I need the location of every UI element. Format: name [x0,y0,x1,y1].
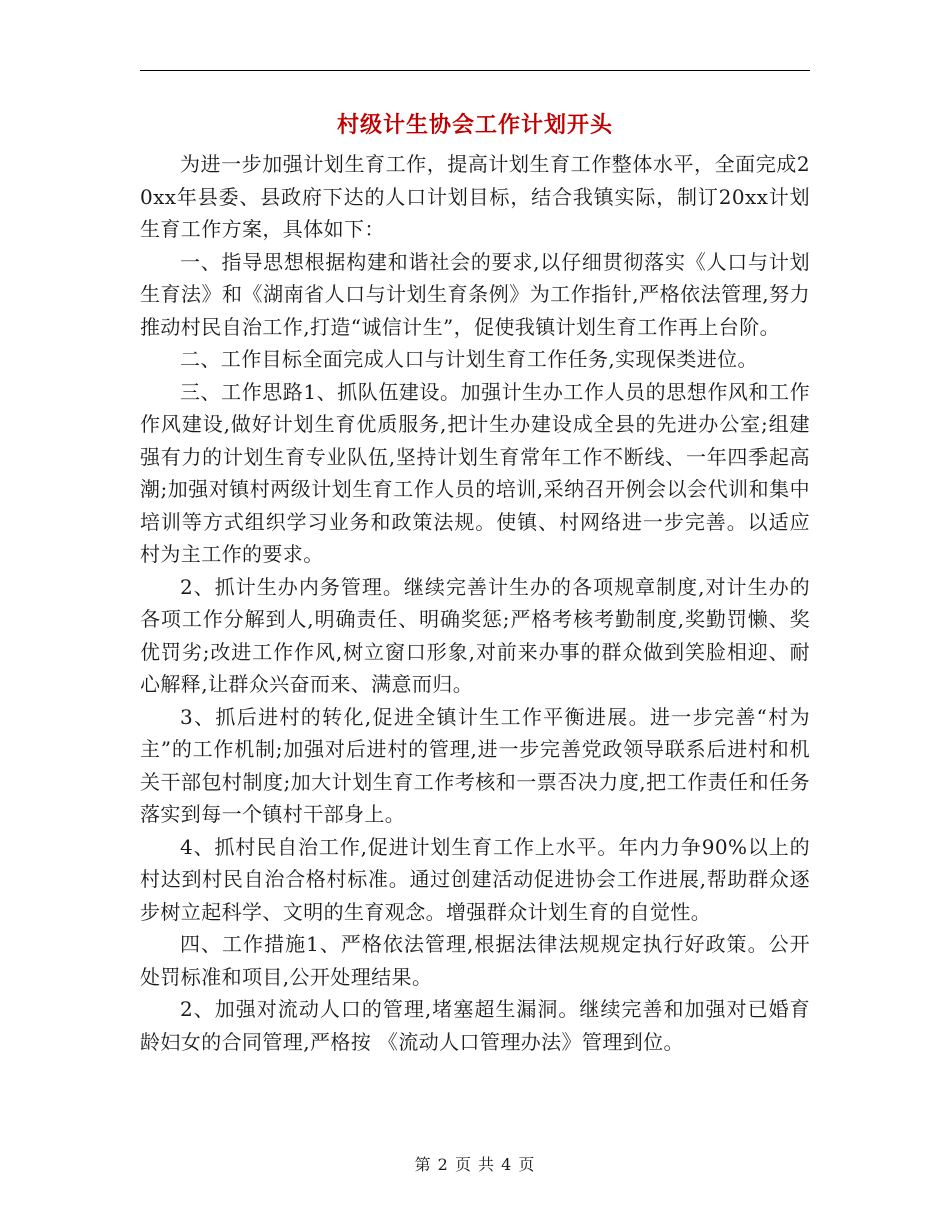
paragraph-village-autonomy: 4、抓村民自治工作,促进计划生育工作上水平。年内力争90%以上的村达到村民自治合格村标准。通过创建活动促进协会工作进展,帮助群众逐步树立起科学、文明的生育观念。增强群众计划生育的自觉性。 [140,834,810,924]
paragraph-work-goals: 二、工作目标全面完成人口与计划生育工作任务,实现保类进位。 [180,347,758,371]
paragraph-lagging-villages: 3、抓后进村的转化,促进全镇计生工作平衡进展。进一步完善“村为主”的工作机制;加强对后进村的管理,进一步完善党政领导联系后进村和机关干部包村制度;加大计划生育工作考核和一票否决力度,把工作责任和任务落实到每一个镇村干部身上。 [140,704,810,826]
paragraph-intro: 为进一步加强计划生育工作，提高计划生育工作整体水平，全面完成20xx年县委、县政府下达的人口计划目标，结合我镇实际，制订20xx计划生育工作方案，具体如下： [140,152,810,241]
paragraph-guiding-ideology: 一、指导思想根据构建和谐社会的要求,以仔细贯彻落实《人口与计划生育法》和《湖南省人口与计划生育条例》为工作指针,严格依法管理,努力推动村民自治工作,打造“诚信计生”，促使我镇计划生育工作再上台阶。 [140,249,810,339]
header-rule [140,70,810,71]
paragraph-floating-population: 2、加强对流动人口的管理,堵塞超生漏洞。继续完善和加强对已婚育龄妇女的合同管理,严格按 《流动人口管理办法》管理到位。 [140,997,810,1054]
document-body [140,148,810,1058]
paragraph-internal-management: 2、抓计生办内务管理。继续完善计生办的各项规章制度,对计生办的各项工作分解到人,明确责任、明确奖惩;严格考核考勤制度,奖勤罚懒、奖优罚劣;改进工作作风,树立窗口形象,对前来办事的群众做到笑脸相迎、耐心解释,让群众兴奋而来、满意而归。 [140,574,810,696]
paragraph-work-approach: 三、工作思路1、抓队伍建设。加强计生办工作人员的思想作风和工作作风建设,做好计划生育优质服务,把计生办建设成全县的先进办公室;组建强有力的计划生育专业队伍,坚持计划生育常年工作不断线、一年四季起高潮;加强对镇村两级计划生育工作人员的培训,采纳召开例会以会代训和集中培训等方式组织学习业务和政策法规。使镇、村网络进一步完善。以适应村为主工作的要求。 [140,379,810,566]
document-title: 村级计生协会工作计划开头 [336,112,613,138]
paragraph-work-measures: 四、工作措施1、严格依法管理,根据法律法规规定执行好政策。公开处罚标准和项目,公开处理结果。 [140,932,810,989]
page-footer: 第 2 页 共 4 页 [414,1155,536,1174]
